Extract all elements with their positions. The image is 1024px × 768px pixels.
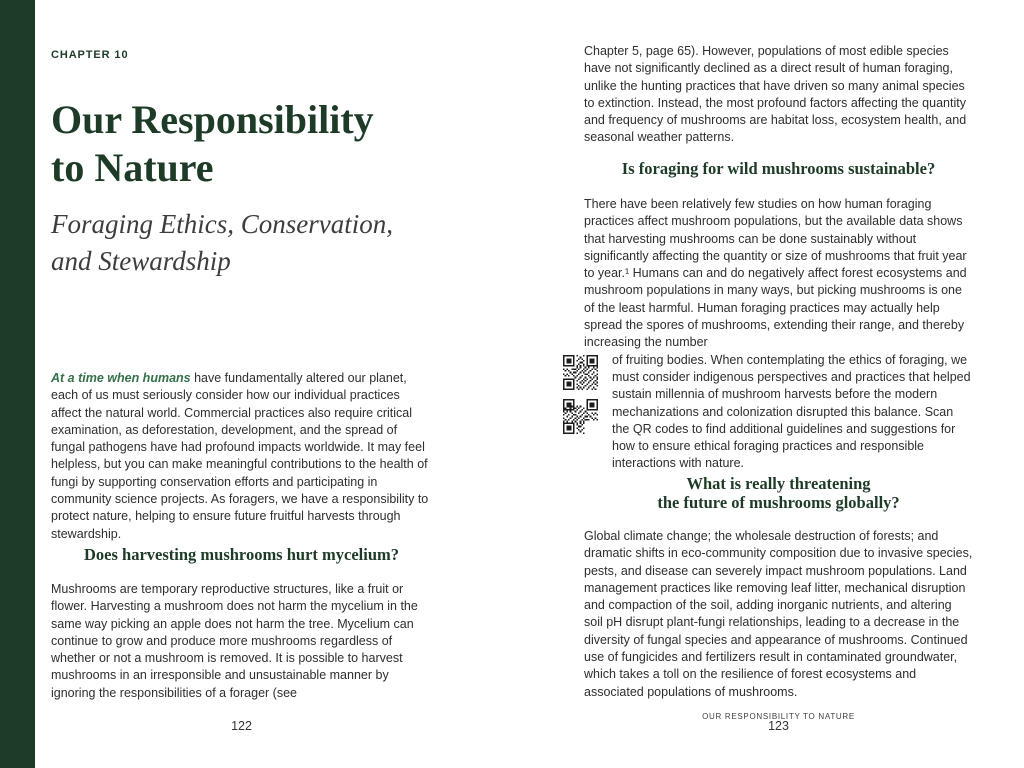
chapter-title <box>51 96 432 192</box>
spine-accent-bar <box>0 0 35 768</box>
section-heading-mycelium: Does harvesting mushrooms hurt mycelium? <box>83 545 400 564</box>
qr-code-icon <box>563 355 598 390</box>
paragraph-sustainable-part2 <box>584 352 973 473</box>
section-heading-threats <box>584 474 973 512</box>
page-number-right: 123 <box>768 719 789 733</box>
chapter-title-line2: to Nature <box>51 145 214 190</box>
chapter-subtitle-line1: Foraging Ethics, Conservation, <box>51 209 393 239</box>
running-footer: OUR RESPONSIBILITY TO NATURE <box>702 712 855 721</box>
section-heading-threats-line2: the future of mushrooms globally? <box>657 493 900 512</box>
paragraph-sustainable <box>584 196 973 473</box>
paragraph-threats: Global climate change; the wholesale destruction of forests; and dramatic shifts in eco-community composition due to invasive species, pests, and disease can severely impact mushroom populations. Land management practices like removing leaf litter, mechanical disruption and compaction of the soil, adding inorganic nutrients, and altering soil pH disrupt plant-fungi relationships, leading to a decrease in the diversity of fungal species and appearance of mushrooms. Continued use of fungicides and fertilizers result in contaminated groundwater, which takes a toll on the resilience of forest ecosystems and associated populations of mushrooms. <box>584 529 973 699</box>
page-number-left: 122 <box>231 719 252 733</box>
chapter-subtitle-line2: and Stewardship <box>51 246 231 276</box>
paragraph-mycelium: Mushrooms are temporary reproductive structures, like a fruit or flower. Harvesting a mushroom does not harm the mycelium in the same way picking an apple does not harm the tree. Mycelium can continue to grow and produce more mushrooms regardless of whether or not a mushroom is removed. It is possible to harvest mushrooms in an irresponsible and unsustainable manner by ignoring the responsibilities of a forager (see <box>51 582 418 700</box>
chapter-title-line1: Our Responsibility <box>51 97 374 142</box>
intro-paragraph <box>51 370 432 543</box>
paragraph-sustainable-part1: There have been relatively few studies on how human foraging practices affect mushroom populations, but the available data shows that harvesting mushrooms can be done sustainably without significantly affecting the quantity or size of mushrooms that fruit year to year.¹ Humans can and do negatively affect forest ecosystems and mushroom populations in many ways, but picking mushrooms is one of the least harmful. Human foraging practices may actually help spread the spores of mushrooms, extending their range, and thereby increasing the number <box>584 197 967 350</box>
section-heading-threats-line1: What is really threatening <box>686 474 871 493</box>
chapter-subtitle <box>51 206 432 280</box>
chapter-label: CHAPTER 10 <box>51 49 129 61</box>
qr-code-icon <box>563 399 598 434</box>
left-page <box>51 0 432 768</box>
paragraph-continuation: Chapter 5, page 65). However, populations of most edible species have not significantly declined as a direct result of human foraging, unlike the hunting practices that have driven so many animal species to extinction. Instead, the most profound factors affecting the quantity and frequency of mushrooms are habitat loss, ecosystem health, and seasonal weather patterns. <box>584 44 967 145</box>
qr-code-stack <box>563 355 598 434</box>
paragraph-sustainable-part2-text: of fruiting bodies. When contemplating the ethics of foraging, we must consider indigenous perspectives and practices that helped sustain millennia of mushroom harvests before the modern mechanizations and colonization disrupted this balance. Scan the QR codes to find additional guidelines and suggestions for how to ensure ethical foraging practices and responsible interactions with nature. <box>612 352 971 471</box>
section-heading-sustainable: Is foraging for wild mushrooms sustainable? <box>621 159 936 178</box>
right-page <box>584 0 973 768</box>
intro-lead-in: At a time when humans <box>51 371 191 385</box>
intro-body-text: have fundamentally altered our planet, each of us must seriously consider how our individual practices affect the natural world. Commercial practices also require critical examination, as deforestation, development, and the spread of fungal pathogens have had profound impacts worldwide. It may feel helpless, but you can make meaningful contributions to the health of fungi by supporting conservation efforts and participating in community science projects. As foragers, we have a responsibility to protect nature, helping to ensure future fruitful harvests through stewardship. <box>51 371 429 541</box>
